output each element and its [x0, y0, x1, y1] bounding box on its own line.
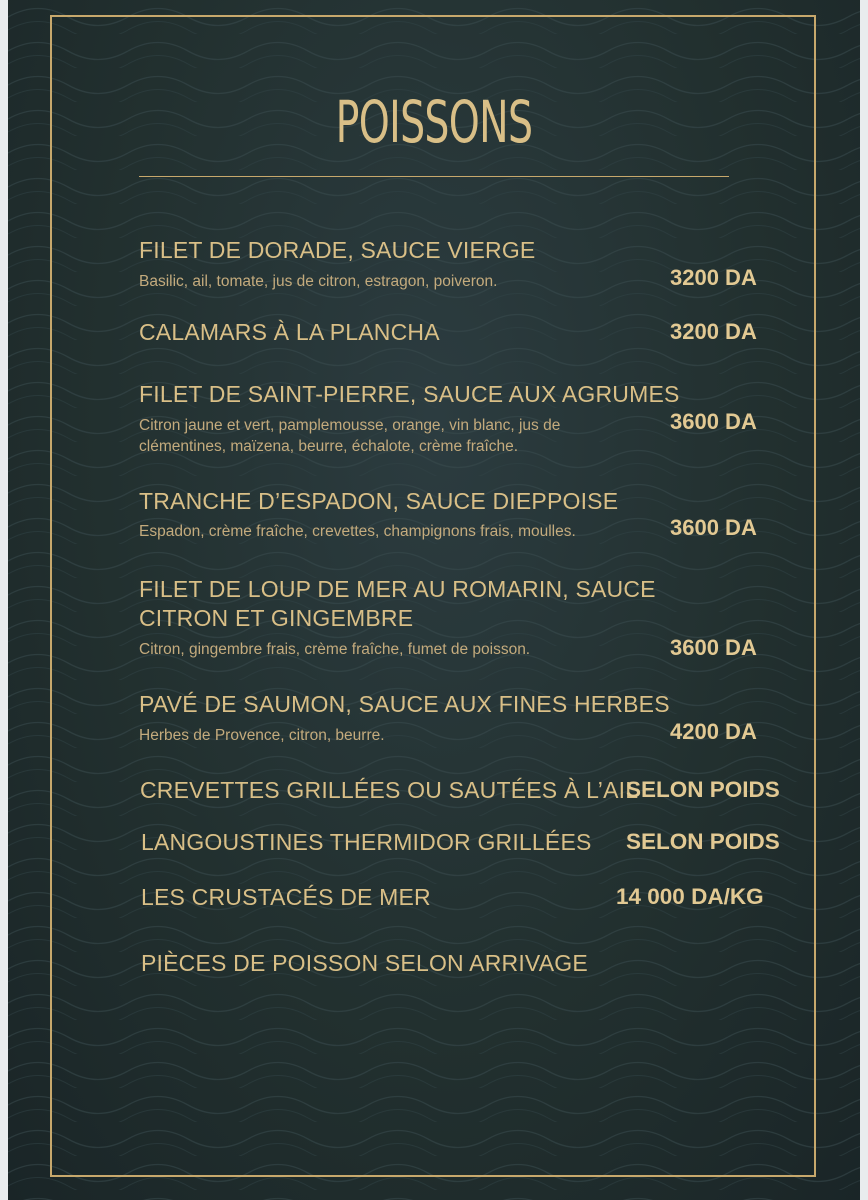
- dish-name: LANGOUSTINES THERMIDOR GRILLÉES: [141, 829, 592, 855]
- dish-name: FILET DE LOUP DE MER AU ROMARIN, SAUCE: [139, 576, 656, 602]
- dish-description: Espadon, crème fraîche, crevettes, champignons frais, moulles.: [139, 523, 576, 540]
- title-underline: [139, 176, 729, 177]
- dish-name: FILET DE DORADE, SAUCE VIERGE: [139, 237, 536, 263]
- dish-price: 3600 DA: [670, 635, 757, 660]
- dish-price: SELON POIDS: [626, 829, 780, 854]
- dish-name: CREVETTES GRILLÉES OU SAUTÉES À L’AIL: [140, 777, 639, 803]
- dish-description: Citron, gingembre frais, crème fraîche, fumet de poisson.: [139, 641, 531, 658]
- menu-page: [8, 0, 860, 1200]
- dish-description: Herbes de Provence, citron, beurre.: [139, 727, 385, 744]
- dish-name: LES CRUSTACÉS DE MER: [141, 884, 431, 910]
- dish-name: CITRON ET GINGEMBRE: [139, 605, 414, 631]
- dish-price: 4200 DA: [670, 719, 757, 744]
- dish-name: FILET DE SAINT-PIERRE, SAUCE AUX AGRUMES: [139, 381, 680, 407]
- dish-description: Citron jaune et vert, pamplemousse, orange, vin blanc, jus de: [139, 417, 561, 434]
- dish-price: 3600 DA: [670, 515, 757, 540]
- dish-price: 3200 DA: [670, 265, 757, 290]
- dish-name: CALAMARS À LA PLANCHA: [139, 319, 440, 345]
- dish-description: clémentines, maïzena, beurre, échalote, crème fraîche.: [139, 438, 519, 455]
- dish-price: 3600 DA: [670, 409, 757, 434]
- dish-description: Basilic, ail, tomate, jus de citron, estragon, poiveron.: [139, 273, 498, 290]
- page-title: POISSONS: [335, 88, 533, 156]
- dish-price: SELON POIDS: [626, 777, 780, 802]
- dish-name: TRANCHE D’ESPADON, SAUCE DIEPPOISE: [139, 488, 619, 514]
- dish-price: 14 000 DA/KG: [616, 884, 764, 909]
- dish-name: PIÈCES DE POISSON SELON ARRIVAGE: [141, 950, 588, 976]
- dish-price: 3200 DA: [670, 319, 757, 344]
- dish-name: PAVÉ DE SAUMON, SAUCE AUX FINES HERBES: [139, 691, 670, 717]
